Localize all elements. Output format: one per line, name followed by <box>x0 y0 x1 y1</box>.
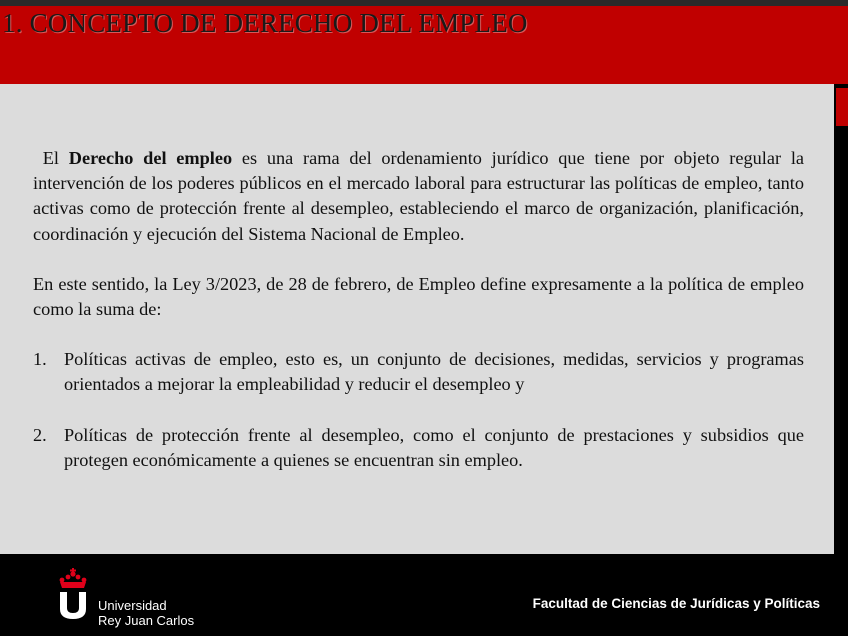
university-name <box>98 598 194 628</box>
list-item <box>33 423 804 473</box>
spacer <box>33 322 804 347</box>
definition-paragraph <box>33 146 804 247</box>
university-logo <box>56 568 201 628</box>
list-text: Políticas activas de empleo, esto es, un conjunto de decisiones, medidas, servicios y programas orientados a mejorar la empleabilidad y reducir el desempleo y <box>64 349 804 395</box>
list-item <box>33 347 804 397</box>
side-bar <box>834 84 848 556</box>
list-text: Políticas de protección frente al desempleo, como el conjunto de prestaciones y subsidios que protegen económicamente a quienes se encuentran sin empleo. <box>64 424 804 470</box>
law-paragraph: En este sentido, la Ley 3/2023, de 28 de febrero, de Empleo define expresamente a la política de empleo como la suma de: <box>33 273 804 320</box>
definition-text: es una rama del ordenamiento jurídico que tiene por objeto regular la intervención de los poderes públicos en el mercado laboral para estructurar las políticas de empleo, tanto activas como de protección frente al desempleo, estableciendo el marco de organización, planificación, coordinación y ejecución del Sistema Nacional de Empleo. <box>33 148 805 244</box>
side-accent <box>836 88 848 126</box>
university-name-line2: Rey Juan Carlos <box>98 613 195 628</box>
spacer <box>33 247 804 272</box>
footer <box>0 556 848 636</box>
university-name-line1: Universidad <box>98 598 167 613</box>
list-number: 2. <box>33 424 47 445</box>
slide-title: 1. CONCEPTO DE DERECHO DEL EMPLEO <box>2 8 528 38</box>
definition-intro: El <box>42 148 69 168</box>
slide-content <box>0 84 834 554</box>
list-number: 1. <box>33 349 47 370</box>
text-block <box>33 146 804 473</box>
urjc-crown-u-logo-icon <box>56 568 90 620</box>
faculty-name: Facultad de Ciencias de Jurídicas y Políticas <box>532 596 820 611</box>
definition-term: Derecho del empleo <box>68 148 233 168</box>
title-bar <box>0 6 848 84</box>
spacer <box>33 398 804 423</box>
